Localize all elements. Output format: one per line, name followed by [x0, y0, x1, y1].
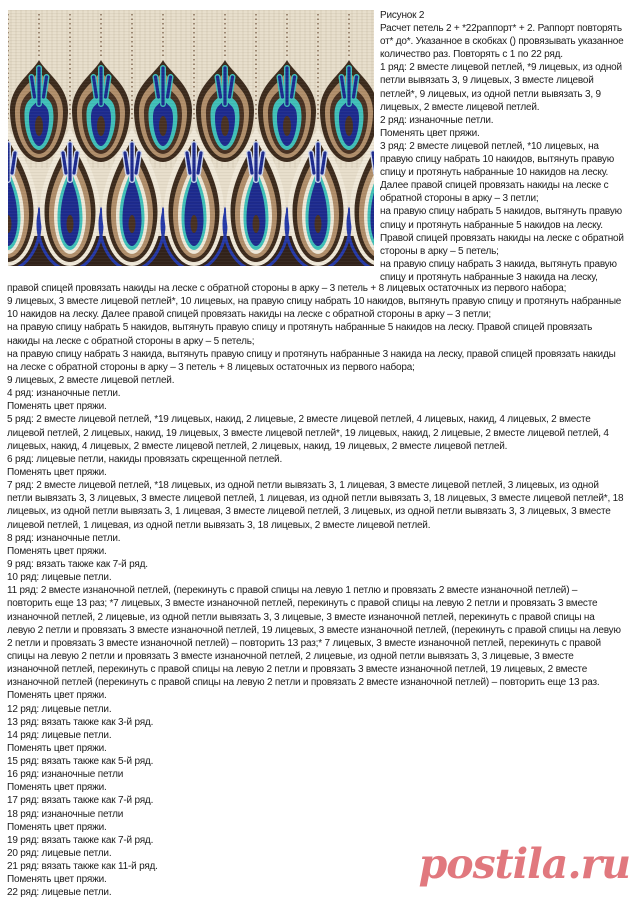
- pattern-text-line: на правую спицу набрать 3 накида, вытянуть правую спицу и протянуть набранные 3 накида на леску, правой спицей провязать накиды: [7, 348, 616, 360]
- pattern-text-line: лицевых, накид, 4 лицевых, 2 вместе лицевой петлей, 2 лицевых, накид, 19 лицевых, 2 вместе лицевой петлей.: [7, 440, 508, 452]
- pattern-text-line: лицевой петлей, 2 лицевых, накид, 19 лицевых, 3 вместе лицевой петлей*, 19 лицевых, накид, 2 лицевые, 2 вместе лицевой петлей, 4: [7, 427, 609, 439]
- pattern-text-line: 9 лицевых, 3 вместе лицевой петлей*, 10 лицевых, на правую спицу набрать 10 накидов, вытянуть правую спицу и протянуть набранные: [7, 296, 622, 308]
- pattern-text-line: 19 ряд: вязать также как 7-й ряд.: [7, 834, 154, 846]
- pattern-text-line: 21 ряд: вязать также как 11-й ряд.: [7, 861, 158, 873]
- pattern-text-line: 7 ряд: 2 вместе лицевой петлей, *18 лицевых, из одной петли вывязать 3, 1 лицевая, 3 вместе лицевой петлей, 3 лицевых, из одной: [7, 480, 599, 492]
- pattern-text-line: 18 ряд: изнаночные петли: [7, 808, 124, 820]
- pattern-text-line: Поменять цвет пряжи.: [380, 127, 480, 139]
- pattern-text-line: на леске с обратной стороны в арку – 3 петель + 8 лицевых остаточных из первого набора;: [7, 361, 415, 373]
- pattern-text-line: 17 ряд: вязать также как 7-й ряд.: [7, 795, 154, 807]
- pattern-text-line: 12 ряд: лицевые петли.: [7, 703, 112, 715]
- pattern-text-line: Расчет петель 2 + *22раппорт* + 2. Раппорт повторять: [380, 23, 622, 35]
- pattern-text-line: Поменять цвет пряжи.: [7, 782, 107, 794]
- pattern-text-line: 14 ряд: лицевые петли.: [7, 729, 112, 741]
- pattern-text-line: Поменять цвет пряжи.: [7, 545, 107, 557]
- pattern-text-line: лицевых, 2 вместе лицевой петлей.: [380, 101, 540, 113]
- pattern-text-line: 6 ряд: лицевые петли, накиды провязать скрещенной петлей.: [7, 453, 283, 465]
- pattern-text-line: Поменять цвет пряжи.: [7, 821, 107, 833]
- pattern-text-line: 4 ряд: изнаночные петли.: [7, 388, 121, 400]
- pattern-text-line: правую спицу набрать 10 накидов, вытянуть правую: [380, 154, 615, 166]
- pattern-text-line: 15 ряд: вязать также как 5-й ряд.: [7, 756, 154, 768]
- pattern-text-line: 10 ряд: лицевые петли.: [7, 572, 112, 584]
- pattern-text-line: 20 ряд: лицевые петли.: [7, 848, 112, 860]
- pattern-text-line: 2 петли и провязать 3 вместе изнаночной петлей) – повторить 13 раз;* 7 лицевых, 3 вместе изнаночной петлей, перекинуть с правой: [7, 637, 601, 649]
- pattern-text-line: Поменять цвет пряжи.: [7, 690, 107, 702]
- pattern-text-line: левую 2 петли и провязать 3 вместе изнаночной петлей, 19 лицевых, 3 вместе изнаночной петлей, (перекинуть с правой спицы на левую: [7, 624, 621, 636]
- pattern-text-line: обратной стороны в арку – 3 петли;: [380, 193, 539, 205]
- pattern-text-line: на правую спицу набрать 3 накида, вытянуть правую: [380, 258, 617, 270]
- pattern-text-line: от* до*. Указанное в скобках () провязывать указанное: [380, 36, 624, 48]
- pattern-text-line: 13 ряд: вязать также как 3-й ряд.: [7, 716, 154, 728]
- pattern-text-line: 3 ряд: 2 вместе лицевой петлей, *10 лицевых, на: [380, 140, 599, 152]
- pattern-text-line: 9 лицевых, 2 вместе лицевой петлей.: [7, 374, 175, 386]
- pattern-text-line: 16 ряд: изнаночные петли: [7, 769, 124, 781]
- pattern-text-line: спицы на левую 2 петли и провязать 3 вместе изнаночной петлей, 2 лицевые, из одной петли вывязать 3, 3 лицевые, 3 вместе: [7, 650, 574, 662]
- pattern-text-line: 11 ряд: 2 вместе изнаночной петлей, (перекинуть с правой спицы на левую 1 петлю и провязать 2 вместе изнаночной петлей) –: [7, 585, 578, 597]
- pattern-text-line: спицу и протянуть набранные 5 накидов на леску.: [380, 219, 603, 231]
- pattern-text-line: петли вывязать 3, 3 лицевых, 3 вместе лицевой петлей, 1 лицевая, из одной петли вывязать 3, 18 лицевых, 3 вместе лицевой петлей*, 18: [7, 493, 624, 505]
- knitting-pattern-photo: [8, 10, 374, 266]
- pattern-text-line: 10 накидов на леску. Далее правой спицей провязать накиды на леске с обратной стороны в арку – 3 петли;: [7, 309, 491, 321]
- pattern-text-line: стороны в арку – 5 петель;: [380, 245, 499, 257]
- instructions-right-column: [380, 9, 634, 284]
- pattern-text-line: накиды на леске с обратной стороны в арку – 5 петель;: [7, 335, 255, 347]
- pattern-text-line: повторить еще 13 раз; *7 лицевых, 3 вместе изнаночной петлей, перекинуть с правой спицы на левую 2 петли и провязать 3 вместе: [7, 598, 598, 610]
- postila-watermark: postila.ru: [418, 840, 630, 888]
- pattern-text-line: 9 ряд: вязать также как 7-й ряд.: [7, 558, 148, 570]
- figure-title: Рисунок 2: [380, 10, 425, 21]
- knitting-swatch-graphic: [8, 10, 374, 266]
- pattern-text-line: 2 ряд: изнаночные петли.: [380, 114, 494, 126]
- pattern-text-line: Поменять цвет пряжи.: [7, 874, 107, 886]
- pattern-text-line: изнаночной петлей (перекинуть с правой спицы на левую 2 петли и провязать 2 вместе изнаночной петлей) – повторить еще 13 раз.: [7, 677, 600, 689]
- pattern-text-line: спицу и протянуть набранные 3 накида на леску,: [380, 271, 598, 283]
- pattern-text-line: петлей*, 9 лицевых, из одной петли вывязать 3, 9: [380, 88, 601, 100]
- pattern-text-line: 22 ряд: лицевые петли.: [7, 887, 112, 899]
- pattern-text-line: Поменять цвет пряжи.: [7, 401, 107, 413]
- pattern-text-line: изнаночной петлей, перекинуть с правой спицы на левую 2 петли и провязать 3 вместе изнаночной петлей, 19 лицевых, 2 вместе: [7, 664, 588, 676]
- pattern-text-line: количество раз. Повторять с 1 по 22 ряд.: [380, 49, 563, 61]
- pattern-text-line: 1 ряд: 2 вместе лицевой петлей, *9 лицевых, из одной: [380, 62, 622, 74]
- pattern-text-line: 8 ряд: изнаночные петли.: [7, 532, 121, 544]
- full-width-lines: [7, 282, 634, 900]
- pattern-text-line: изнаночной петлей, 2 лицевые, из одной петли вывязать 3, 3 лицевые, 3 вместе изнаночной петлей, перекинуть с правой спицы на: [7, 611, 595, 623]
- pattern-text-line: на правую спицу набрать 5 накидов, вытянуть правую: [380, 206, 622, 218]
- pattern-text-line: Поменять цвет пряжи.: [7, 742, 107, 754]
- pattern-text-line: лицевых, из одной петли вывязать 3, 1 лицевая, 3 вместе лицевой петлей, 3 лицевых, из одной петли вывязать 3, 3 лицевых, 3 вместе: [7, 506, 611, 518]
- pattern-text-line: спицу и протянуть набранные 10 накидов на леску.: [380, 167, 609, 179]
- instructions-full-width: [7, 282, 634, 900]
- pattern-text-line: петли вывязать 3, 9 лицевых, 3 вместе лицевой: [380, 75, 594, 87]
- pattern-text-line: лицевой петлей, 1 лицевая, из одной петли вывязать 3, 18 лицевых, 2 вместе лицевой петлей.: [7, 519, 431, 531]
- pattern-text-line: правой спицей провязать накиды на леске с обратной стороны в арку – 3 петель + 8 лицевых остаточных из первого набора;: [7, 283, 567, 294]
- pattern-text-line: на правую спицу набрать 5 накидов, вытянуть правую спицу и протянуть набранные 5 накидов на леску. Правой спицей провязать: [7, 322, 593, 334]
- pattern-text-line: 5 ряд: 2 вместе лицевой петлей, *19 лицевых, накид, 2 лицевые, 2 вместе лицевой петлей, 4 лицевых, накид, 4 лицевых, 2 вместе: [7, 414, 591, 426]
- right-column-lines: [380, 22, 634, 284]
- pattern-text-line: Правой спицей провязать накиды на леске с обратной: [380, 232, 624, 244]
- pattern-text-line: Далее правой спицей провязать накиды на леске с: [380, 180, 609, 192]
- pattern-text-line: Поменять цвет пряжи.: [7, 466, 107, 478]
